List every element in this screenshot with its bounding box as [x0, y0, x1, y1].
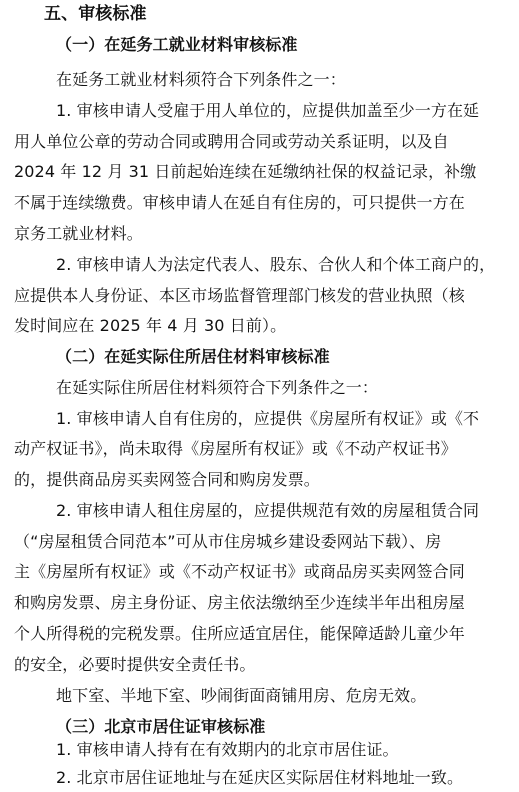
paragraph-line: （“房屋租赁合同范本”可从市住房城乡建设委网站下载）、房	[14, 532, 442, 551]
paragraph-line: 不属于连续缴费。审核申请人在延自有住房的，可只提供一方在	[14, 193, 465, 212]
paragraph-line: 2. 北京市居住证地址与在延庆区实际居住材料地址一致。	[56, 768, 464, 787]
subsection-1-title: （一）在延务工就业材料审核标准	[56, 35, 298, 54]
subsection-3-title: （三）北京市居住证审核标准	[56, 717, 266, 736]
paragraph-line: 个人所得税的完税发票。住所应适宜居住，能保障适龄儿童少年	[14, 624, 465, 643]
paragraph-line: 1. 审核申请人自有住房的，应提供《房屋所有权证》或《不	[56, 409, 480, 428]
paragraph-line: 发时间应在 2025 年 4 月 30 日前）。	[14, 316, 287, 335]
paragraph-line: 的，提供商品房买卖网签合同和购房发票。	[14, 470, 320, 489]
paragraph-line: 京务工就业材料。	[14, 224, 143, 243]
paragraph-line: 2. 审核申请人租住房屋的，应提供规范有效的房屋租赁合同	[56, 501, 480, 520]
paragraph-line: 2. 审核申请人为法定代表人、股东、合伙人和个体工商户的，	[56, 255, 496, 274]
paragraph-line: 和购房发票、房主身份证、房主依法缴纳至少连续半年出租房屋	[14, 593, 465, 612]
subsection-2-title: （二）在延实际住所居住材料审核标准	[56, 347, 330, 366]
subsection-1-intro: 在延务工就业材料须符合下列条件之一：	[56, 70, 346, 89]
paragraph-line: 主《房屋所有权证》或《不动产权证书》或商品房买卖网签合同	[14, 562, 465, 581]
paragraph-line: 1. 审核申请人受雇于用人单位的，应提供加盖至少一方在延	[56, 101, 480, 120]
subsection-2-intro: 在延实际住所居住材料须符合下列条件之一：	[56, 378, 379, 397]
paragraph-line: 应提供本人身份证、本区市场监督管理部门核发的营业执照（核	[14, 286, 465, 305]
paragraph-line: 1. 审核申请人持有在有效期内的北京市居住证。	[56, 740, 399, 759]
section-title: 五、审核标准	[44, 4, 147, 24]
paragraph-line: 2024 年 12 月 31 日前起始连续在延缴纳社保的权益记录，补缴	[14, 162, 477, 181]
paragraph-line: 的安全，必要时提供安全责任书。	[14, 655, 256, 674]
subsection-2-note: 地下室、半地下室、吵闹街面商铺用房、危房无效。	[56, 686, 427, 705]
paragraph-line: 用人单位公章的劳动合同或聘用合同或劳动关系证明，以及自	[14, 132, 449, 151]
paragraph-line: 动产权证书》，尚未取得《房屋所有权证》或《不动产权证书》	[14, 439, 457, 458]
